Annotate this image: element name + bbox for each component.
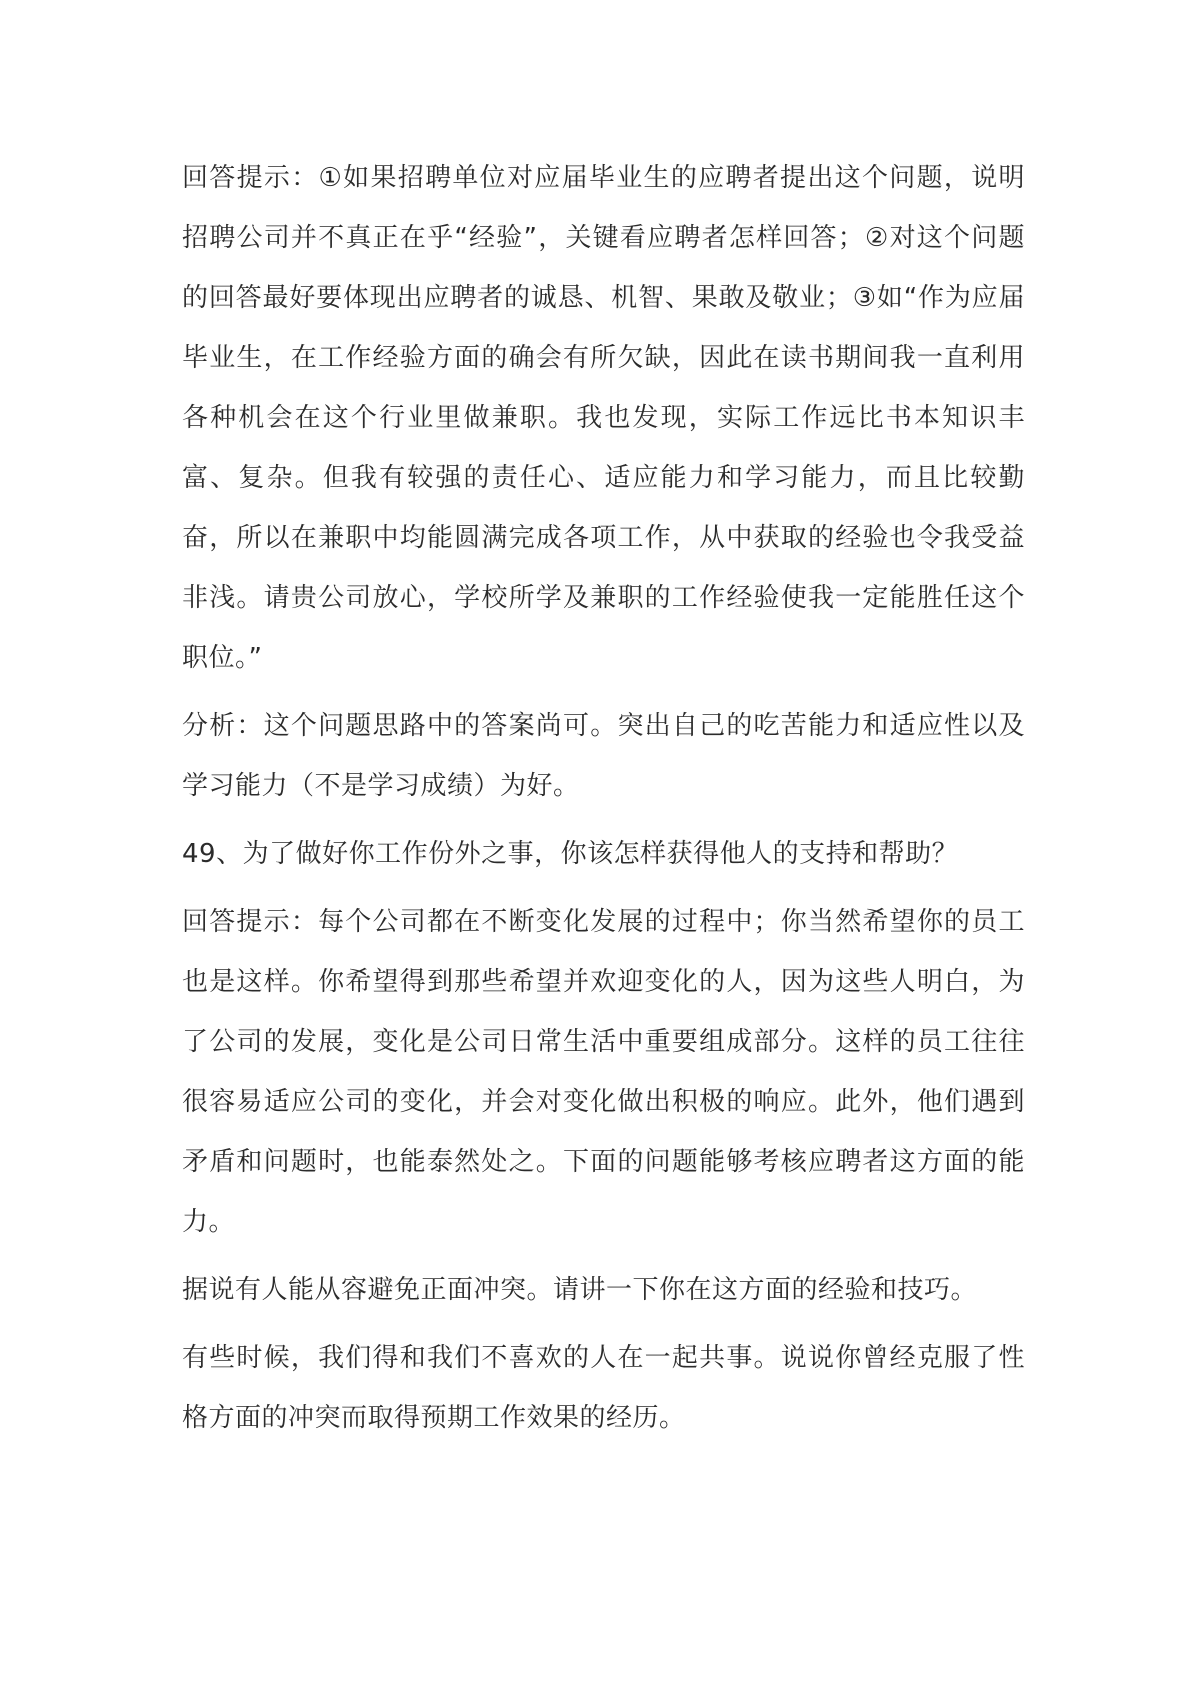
- follow-up-question-2: 有些时候，我们得和我们不喜欢的人在一起共事。说说你曾经克服了性格方面的冲突而取得预期工作效果的经历。: [182, 1343, 1025, 1433]
- document-page: [182, 148, 1025, 1448]
- analysis-paragraph: 分析：这个问题思路中的答案尚可。突出自己的吃苦能力和适应性以及学习能力（不是学习成绩）为好。: [182, 711, 1025, 801]
- answer-hint-paragraph-1: 回答提示：①如果招聘单位对应届毕业生的应聘者提出这个问题，说明招聘公司并不真正在乎“经验”，关键看应聘者怎样回答；②对这个问题的回答最好要体现出应聘者的诚恳、机智、果敢及敬业；③如“作为应届毕业生，在工作经验方面的确会有所欠缺，因此在读书期间我一直利用各种机会在这个行业里做兼职。我也发现，实际工作远比书本知识丰富、复杂。但我有较强的责任心、适应能力和学习能力，而且比较勤奋，所以在兼职中均能圆满完成各项工作，从中获取的经验也令我受益非浅。请贵公司放心，学校所学及兼职的工作经验使我一定能胜任这个职位。”: [182, 163, 1025, 673]
- question-49: 49、为了做好你工作份外之事，你该怎样获得他人的支持和帮助？: [182, 839, 959, 869]
- follow-up-question-1: 据说有人能从容避免正面冲突。请讲一下你在这方面的经验和技巧。: [182, 1275, 978, 1305]
- answer-hint-paragraph-2: 回答提示：每个公司都在不断变化发展的过程中；你当然希望你的员工也是这样。你希望得到那些希望并欢迎变化的人，因为这些人明白，为了公司的发展，变化是公司日常生活中重要组成部分。这样的员工往往很容易适应公司的变化，并会对变化做出积极的响应。此外，他们遇到矛盾和问题时，也能泰然处之。下面的问题能够考核应聘者这方面的能力。: [182, 907, 1025, 1237]
